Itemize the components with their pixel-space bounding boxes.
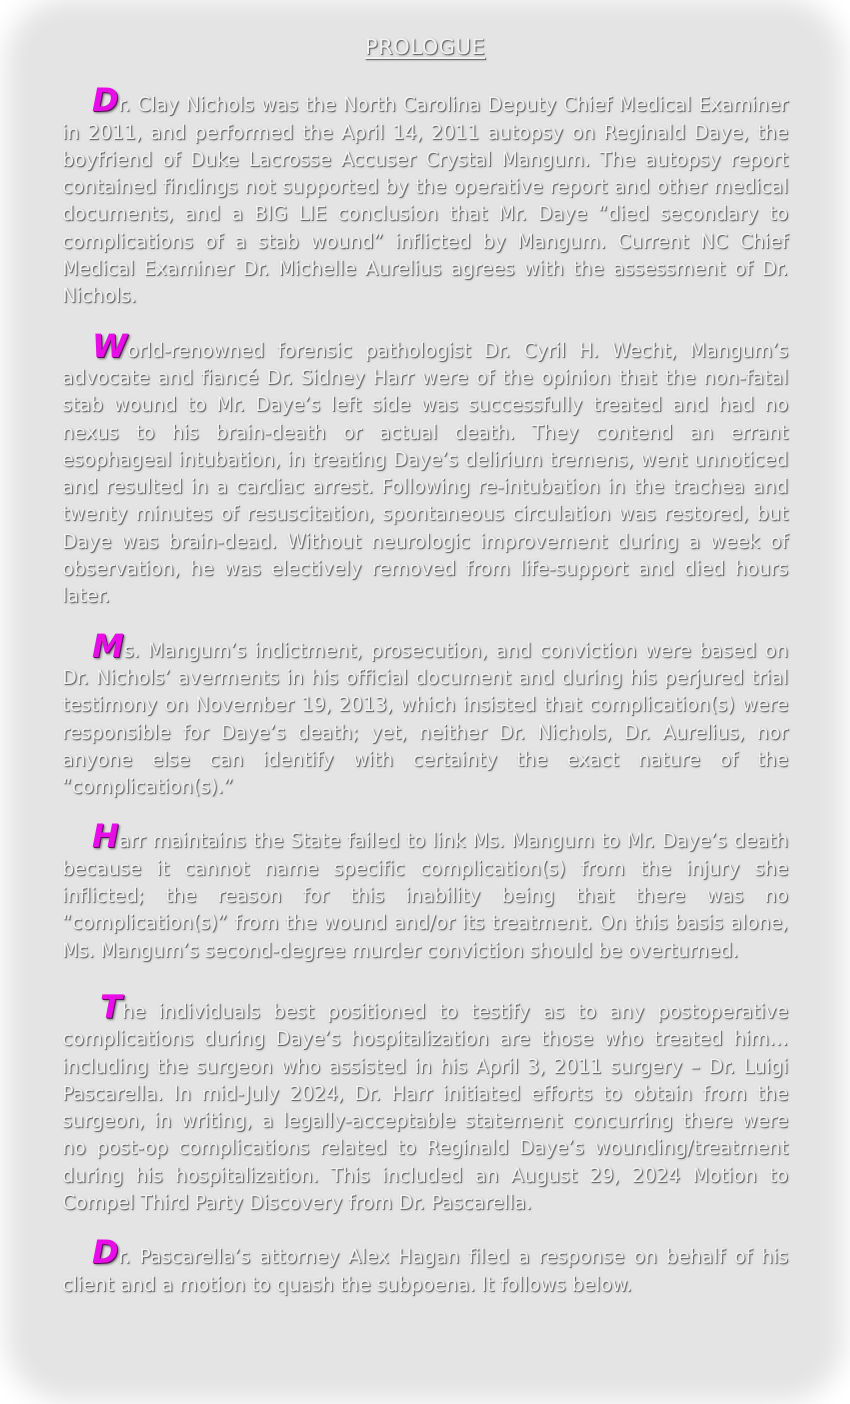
paragraph-text: orld-renowned forensic pathologist Dr. Cyril H. Wecht, Mangum’s advocate and fiancé Dr. Sidney Harr were of the opinion that the non-fatal stab wound to Mr. Daye’s left side was successfully treated and had no nexus to his brain-death or actual death. They contend an errant esophageal intubation, in treating Daye’s delirium tremens, went unnoticed and resulted in a cardiac arrest. Following re-intubation in the trachea and twenty minutes of resuscitation, spontaneous circulation was restored, but Daye was brain-dead. Without neurologic improvement during a week of observation, he was electively removed from life-support and died hours later. (62, 338, 788, 608)
paragraph-nichols (62, 81, 788, 309)
document-body (62, 34, 788, 1325)
drop-cap: M (92, 626, 124, 665)
drop-cap: D (92, 1233, 119, 1272)
drop-cap: T (100, 987, 122, 1026)
drop-cap: W (92, 326, 128, 365)
drop-cap: D (92, 81, 119, 120)
drop-cap: H (92, 817, 119, 856)
paragraph-text: s. Mangum’s indictment, prosecution, and conviction were based on Dr. Nichols’ averments in his official document and during his perjured trial testimony on November 19, 2013, which insisted that complication(s) were responsible for Daye’s death; yet, neither Dr. Nichols, Dr. Aurelius, nor anyone else can identify with certainty the exact nature of the “complication(s).” (62, 638, 788, 799)
paragraph-harr (62, 817, 788, 963)
page-title: PROLOGUE (364, 35, 486, 59)
paragraph-text: arr maintains the State failed to link Ms. Mangum to Mr. Daye’s death because it cannot name specific complication(s) from the injury she inflicted; the reason for this inability being that there was no “complication(s)” from the wound and/or its treatment. On this basis alone, Ms. Mangum’s second-degree murder conviction should be overturned. (62, 829, 788, 962)
paragraph-text: r. Clay Nichols was the North Carolina Deputy Chief Medical Examiner in 2011, and performed the April 14, 2011 autopsy on Reginald Daye, the boyfriend of Duke Lacrosse Accuser Crystal Mangum. The autopsy report contained findings not supported by the operative report and other medical documents, and a BIG LIE conclusion that Mr. Daye “died secondary to complications of a stab wound” inflicted by Mangum. Current NC Chief Medical Examiner Dr. Michelle Aurelius agrees with the assessment of Dr. Nichols. (62, 93, 788, 308)
paragraph-text: r. Pascarella’s attorney Alex Hagan filed a response on behalf of his client and a motion to quash the subpoena. It follows below. (62, 1245, 788, 1296)
paragraph-text: he individuals best positioned to testify as to any postoperative complications during Daye’s hospitalization are those who treated him… including the surgeon who assisted in his April 3, 2011 surgery – Dr. Luigi Pascarella. In mid-July 2024, Dr. Harr initiated efforts to obtain from the surgeon, in writing, a legally-acceptable statement concurring there were no post-op complications related to Reginald Daye’s wounding/treatment during his hospitalization. This included an August 29, 2024 Motion to Compel Third Party Discovery from Dr. Pascarella. (62, 999, 788, 1214)
paragraph-wecht (62, 326, 788, 610)
paragraph-mangum (62, 626, 788, 801)
paragraph-hagan (62, 1233, 788, 1298)
paragraph-pascarella (62, 987, 788, 1216)
